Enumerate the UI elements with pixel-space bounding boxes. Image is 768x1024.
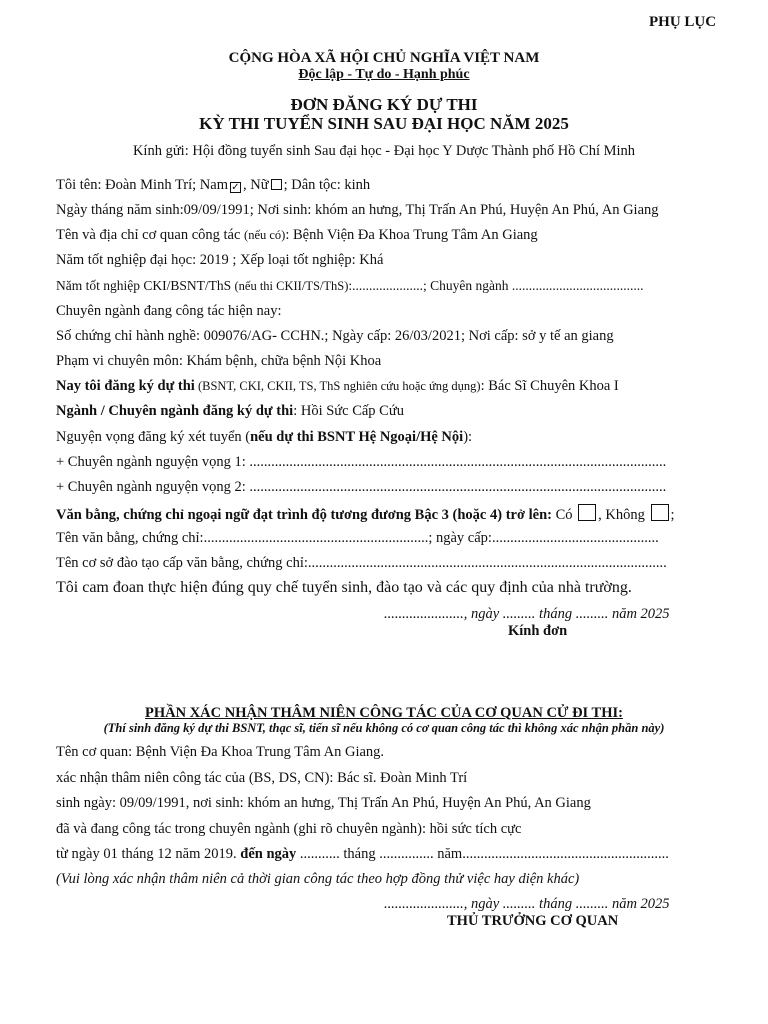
period-to-field[interactable]: ........... tháng ............... năm......................................................... <box>296 846 669 862</box>
nation-header: CỘNG HÒA XÃ HỘI CHỦ NGHĨA VIỆT NAM <box>228 50 540 66</box>
workplace-value: : Bệnh Viện Đa Khoa Trung Tâm An Giang <box>285 227 538 243</box>
wish-bold: nếu dự thi BSNT Hệ Ngoại/Hệ Nội <box>250 429 464 445</box>
no-label: , Không <box>598 507 649 523</box>
wish-post: ): <box>463 429 473 445</box>
wish-2-field[interactable]: + Chuyên ngành nguyện vọng 2: ................................................................................................................... <box>56 479 667 495</box>
diploma-field[interactable]: Tên văn bằng, chứng chỉ:..............................................................; ngày cấp:.............................................. <box>56 530 659 546</box>
ethnicity-text: ; Dân tộc: kinh <box>283 177 371 193</box>
yes-checkbox[interactable] <box>578 504 596 521</box>
workplace-line <box>56 227 538 244</box>
male-checkbox[interactable]: ✓ <box>231 182 240 193</box>
confirmation-note: (Thí sinh đăng ký dự thi BSNT, thạc sĩ, tiến sĩ nếu không có cơ quan công tác thì không xác nhận phần này) <box>103 721 665 735</box>
language-line <box>56 504 675 524</box>
institution-field[interactable]: Tên cơ sở đào tạo cấp văn bằng, chứng chỉ:................................................................................................... <box>56 555 667 571</box>
wish-line <box>56 429 472 446</box>
form-title: ĐƠN ĐĂNG KÝ DỰ THI <box>290 95 478 114</box>
appendix-label: PHỤ LỤC <box>649 14 717 30</box>
postgrad-line <box>56 278 644 294</box>
register-line <box>56 378 619 395</box>
period-line <box>56 846 669 863</box>
name-line <box>56 177 370 194</box>
major-label: Ngành / Chuyên ngành đăng ký dự thi <box>56 403 294 419</box>
register-label: Nay tôi đăng ký dự thi <box>56 378 195 394</box>
register-note: (BSNT, CKI, CKII, TS, ThS nghiên cứu hoặc ứng dụng) <box>194 379 481 393</box>
postgrad-note: (nếu thi CKII/TS/ThS) <box>234 279 349 293</box>
applicant-signature-label: Kính đơn <box>508 623 568 639</box>
applicant-date: ......................, ngày ......... tháng ......... năm 2025 <box>384 606 670 622</box>
postgrad-rest: :.....................; Chuyên ngành ....................................... <box>348 278 644 293</box>
pledge: Tôi cam đoan thực hiện đúng quy chế tuyển sinh, đào tạo và các quy định của nhà trường. <box>56 579 632 596</box>
agency-line: Tên cơ quan: Bệnh Viện Đa Khoa Trung Tâm An Giang. <box>56 744 385 760</box>
scope-line: Phạm vi chuyên môn: Khám bệnh, chữa bệnh Nội Khoa <box>56 353 382 369</box>
person-line: xác nhận thâm niên công tác của (BS, DS, CN): Bác sĩ. Đoàn Minh Trí <box>56 770 468 786</box>
major-value: : Hồi Sức Cấp Cứu <box>293 403 404 419</box>
exam-title: KỲ THI TUYỂN SINH SAU ĐẠI HỌC NĂM 2025 <box>199 114 569 133</box>
current-major-line: Chuyên ngành đang công tác hiện nay: <box>56 303 282 319</box>
register-value: : Bác Sĩ Chuyên Khoa I <box>480 378 619 394</box>
confirm-hint: (Vui lòng xác nhận thâm niên cả thời gian công tác theo hợp đồng thử việc hay diện khác) <box>56 871 580 887</box>
period-from: từ ngày 01 tháng 12 năm 2019. <box>56 846 241 862</box>
graduation-line: Năm tốt nghiệp đại học: 2019 ; Xếp loại tốt nghiệp: Khá <box>56 252 384 268</box>
recipient: Kính gửi: Hội đồng tuyển sinh Sau đại học - Đại học Y Dược Thành phố Hồ Chí Minh <box>132 143 636 159</box>
yes-label: Có <box>551 507 577 523</box>
agency-date: ......................, ngày ......... tháng ......... năm 2025 <box>384 896 670 912</box>
female-checkbox[interactable] <box>271 179 282 190</box>
certificate-line: Số chứng chỉ hành nghề: 009076/AG- CCHN.; Ngày cấp: 26/03/2021; Nơi cấp: sở y tế an giang <box>56 328 614 344</box>
no-checkbox[interactable] <box>651 504 669 521</box>
name-text: Tôi tên: Đoàn Minh Trí; Nam <box>56 177 228 193</box>
workplace-note: (nếu có) <box>244 228 286 242</box>
language-end: ; <box>670 507 675 523</box>
period-to-label: đến ngày <box>240 846 297 862</box>
confirm-birth-line: sinh ngày: 09/09/1991, nơi sinh: khóm an hưng, Thị Trấn An Phú, Huyện An Phú, An Giang <box>56 795 591 811</box>
female-label: , Nữ <box>243 177 269 193</box>
confirmation-title: PHẦN XÁC NHẬN THÂM NIÊN CÔNG TÁC CỦA CƠ QUAN CỬ ĐI THI: <box>145 705 623 721</box>
motto: Độc lập - Tự do - Hạnh phúc <box>298 67 470 82</box>
agency-head-label: THỦ TRƯỞNG CƠ QUAN <box>447 913 619 929</box>
wish-pre: Nguyện vọng đăng ký xét tuyển ( <box>56 429 251 445</box>
workplace-label: Tên và địa chỉ cơ quan công tác <box>56 227 245 243</box>
birth-line: Ngày tháng năm sinh:09/09/1991; Nơi sinh: khóm an hưng, Thị Trấn An Phú, Huyện An Phú, An Giang <box>56 202 659 218</box>
wish-1-field[interactable]: + Chuyên ngành nguyện vọng 1: ................................................................................................................... <box>56 454 667 470</box>
confirm-major-line: đã và đang công tác trong chuyên ngành (ghi rõ chuyên ngành): hồi sức tích cực <box>56 821 522 837</box>
major-line <box>56 403 404 420</box>
language-label: Văn bằng, chứng chỉ ngoại ngữ đạt trình độ tương đương Bậc 3 (hoặc 4) trở lên: <box>56 507 552 523</box>
postgrad-label: Năm tốt nghiệp CKI/BSNT/ThS <box>56 278 235 293</box>
